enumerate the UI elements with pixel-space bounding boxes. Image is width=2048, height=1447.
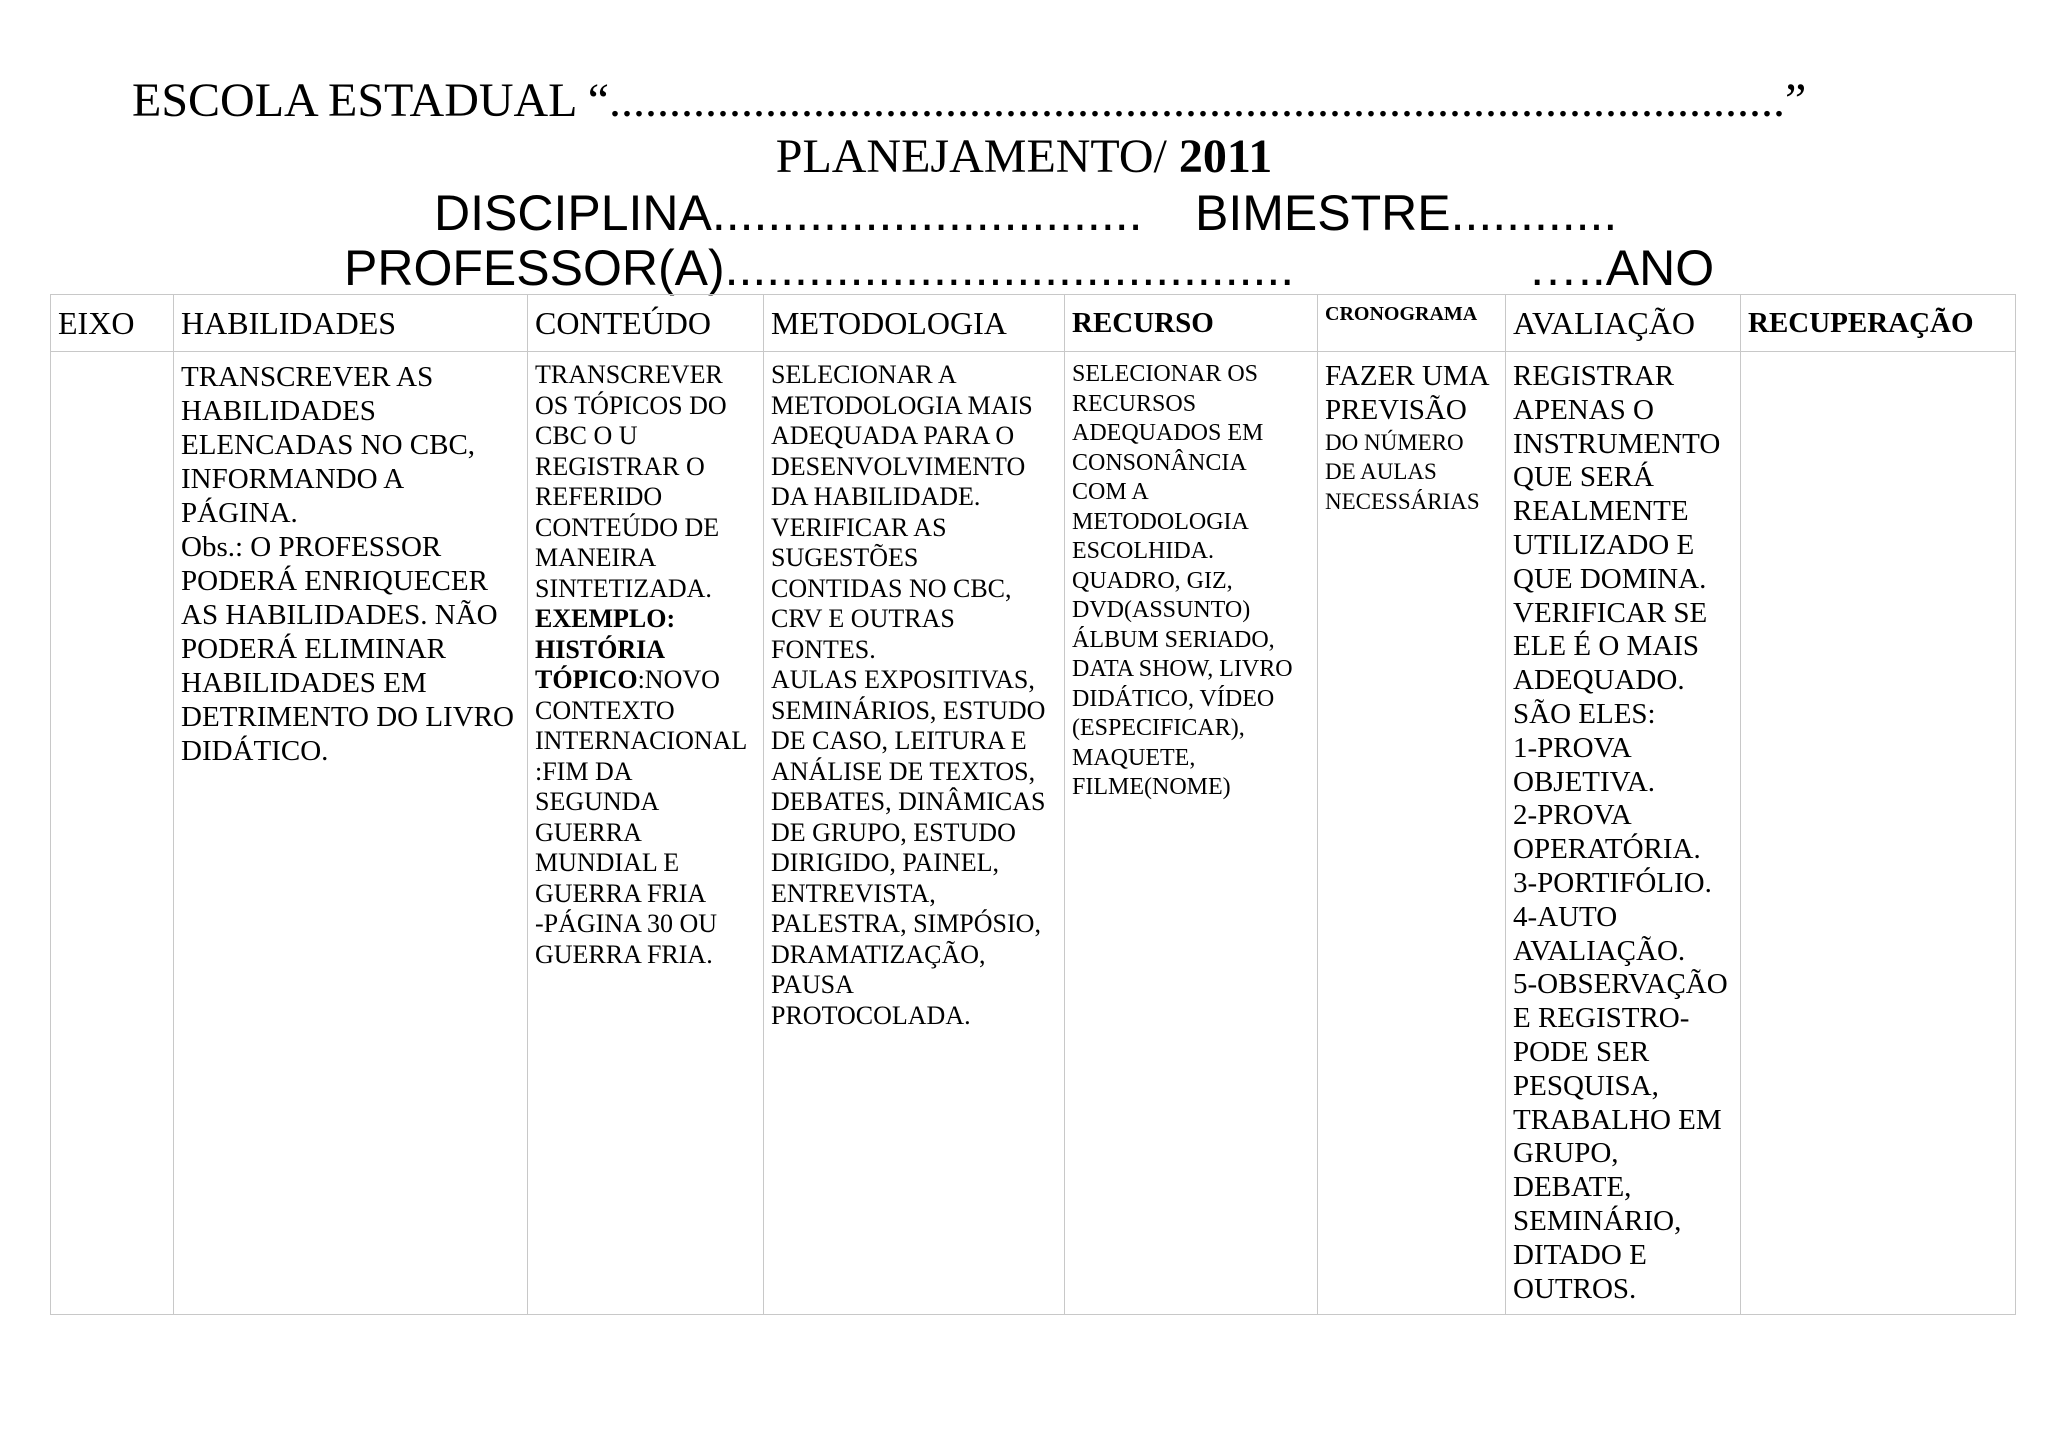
planning-label: PLANEJAMENTO/ (775, 130, 1179, 183)
recurso-text: SELECIONAR OS RECURSOS ADEQUADOS EM CONSONÂNCIA COM A METODOLOGIA ESCOLHIDA. QUADRO, GIZ, DVD(ASSUNTO) ÁLBUM SERIADO, DATA SHOW, LIVRO DIDÁTICO, VÍDEO (ESPECIFICAR), MAQUETE, FILME(NOME) (1072, 361, 1293, 800)
conteudo-example-label: EXEMPLO: (535, 604, 676, 633)
column-header-eixo: EIXO (51, 295, 174, 352)
conteudo-subject-label: HISTÓRIA (535, 634, 666, 664)
cell-metodologia (764, 352, 1065, 1315)
cell-cronograma (1318, 352, 1506, 1315)
conteudo-intro: TRANSCREVER OS TÓPICOS DO CBC O U REGISTRAR O REFERIDO CONTEÚDO DE MANEIRA SINTETIZADA. (535, 360, 727, 603)
habilidades-text: TRANSCREVER AS HABILIDADES ELENCADAS NO CBC, INFORMANDO A PÁGINA. Obs.: O PROFESSOR PODERÁ ENRIQUECER AS HABILIDADES. NÃO PODERÁ ELIMINAR HABILIDADES EM DETRIMENTO DO LIVRO DIDÁTICO. (181, 361, 514, 767)
year-field: …..ANO (1528, 240, 1715, 296)
school-name-line: ESCOLA ESTADUAL “..................................................................................................” (132, 74, 1807, 127)
column-header-cronograma: CRONOGRAMA (1318, 295, 1506, 352)
column-header-metodologia: METODOLOGIA (764, 295, 1065, 352)
cell-avaliacao (1506, 352, 1741, 1315)
column-header-recuperacao: RECUPERAÇÃO (1741, 295, 2016, 352)
column-header-conteudo: CONTEÚDO (528, 295, 764, 352)
cell-recurso (1065, 352, 1318, 1315)
avaliacao-text: REGISTRAR APENAS O INSTRUMENTO QUE SERÁ REALMENTE UTILIZADO E QUE DOMINA. VERIFICAR SE ELE É O MAIS ADEQUADO. SÃO ELES: 1-PROVA OBJETIVA. 2-PROVA OPERATÓRIA. 3-PORTIFÓLIO. 4-AUTO AVALIAÇÃO. 5-OBSERVAÇÃO E REGISTRO- PODE SER PESQUISA, TRABALHO EM GRUPO, DEBATE, SEMINÁRIO, DITADO E OUTROS. (1513, 360, 1728, 1305)
column-header-recurso: RECURSO (1065, 295, 1318, 352)
conteudo-topic-label: TÓPICO (535, 665, 638, 694)
conteudo-topic-text: :NOVO CONTEXTO INTERNACIONAL :FIM DA SEGUNDA GUERRA MUNDIAL E GUERRA FRIA -PÁGINA 30 OU GUERRA FRIA. (535, 665, 748, 969)
table-row (51, 352, 2016, 1315)
column-header-avaliacao: AVALIAÇÃO (1506, 295, 1741, 352)
cell-eixo (51, 352, 174, 1315)
column-header-habilidades: HABILIDADES (174, 295, 528, 352)
metodologia-text: SELECIONAR A METODOLOGIA MAIS ADEQUADA PARA O DESENVOLVIMENTO DA HABILIDADE. VERIFICAR AS SUGESTÕES CONTIDAS NO CBC, CRV E OUTRAS FONTES. AULAS EXPOSITIVAS, SEMINÁRIOS, ESTUDO DE CASO, LEITURA E ANÁLISE DE TEXTOS, DEBATES, DINÂMICAS DE GRUPO, ESTUDO DIRIGIDO, PAINEL, ENTREVISTA, PALESTRA, SIMPÓSIO, DRAMATIZAÇÃO, PAUSA PROTOCOLADA. (771, 360, 1046, 1030)
teacher-field: PROFESSOR(A)......................................... (344, 240, 1295, 296)
conteudo-intro-text (535, 360, 756, 970)
planning-table (50, 294, 2016, 1315)
discipline-field: DISCIPLINA............................... (434, 185, 1143, 241)
cell-habilidades (174, 352, 528, 1315)
cronograma-lead-text: FAZER UMA PREVISÃO (1325, 360, 1490, 426)
planning-year: 2011 (1178, 130, 1273, 183)
table-header-row (51, 295, 2016, 352)
bimester-field: BIMESTRE............ (1195, 185, 1618, 241)
cell-recuperacao (1741, 352, 2016, 1315)
cronograma-rest-text: DO NÚMERO DE AULAS NECESSÁRIAS (1325, 429, 1480, 514)
cell-conteudo (528, 352, 764, 1315)
planning-title (0, 130, 2048, 183)
